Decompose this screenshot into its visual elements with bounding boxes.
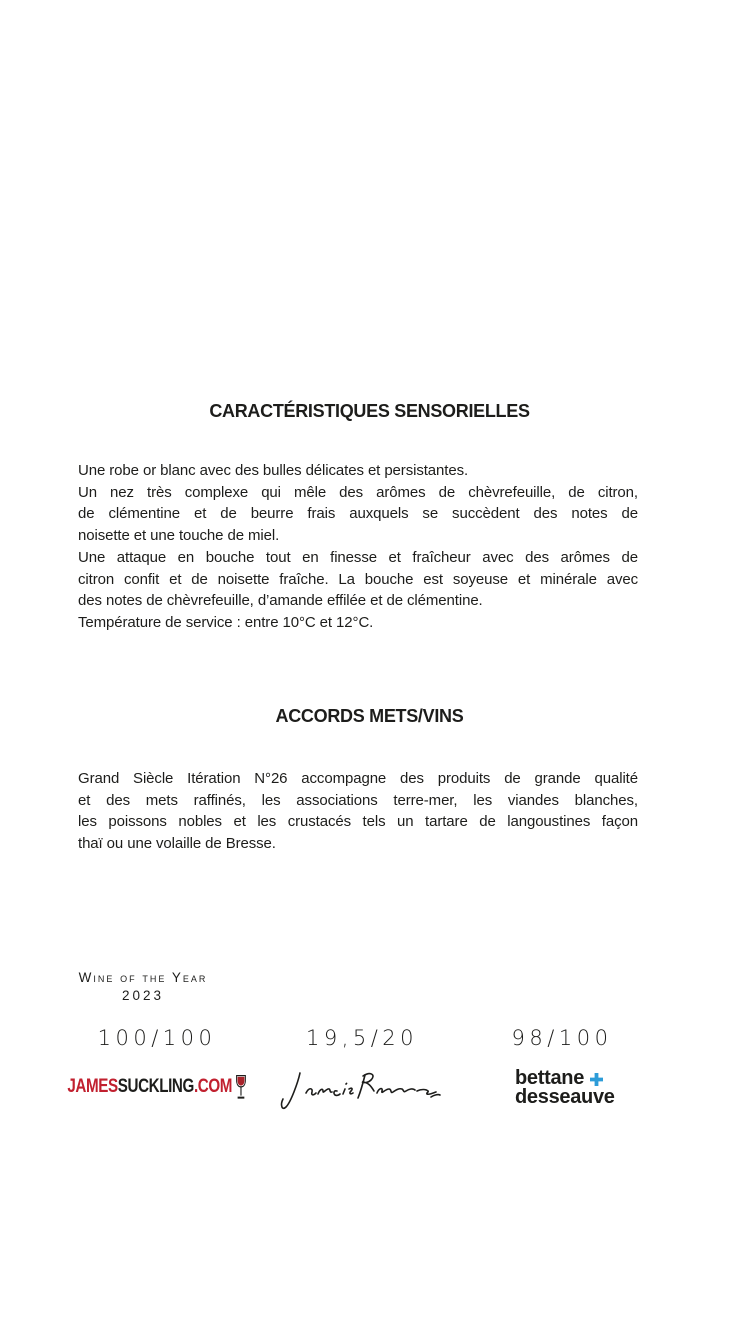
text-line: Un nez très complexe qui mêle des arômes de chèvrefeuille, de citron,	[78, 483, 638, 501]
score-jancis-robinson: 19,5/20	[305, 1026, 419, 1050]
bettane-desseauve-logo	[515, 1069, 615, 1107]
section-heading-food-pairings: ACCORDS METS/VINS	[275, 706, 464, 726]
score-bettane-desseauve: 98/100	[511, 1026, 613, 1050]
text-line: des notes de chèvrefeuille, d’amande effilée et de clémentine.	[78, 592, 483, 610]
food-pairings-paragraph	[78, 768, 638, 855]
james-suckling-logo-james: JAMES	[67, 1076, 118, 1097]
wine-of-the-year-year: 2023	[121, 987, 165, 1003]
wine-glass-icon	[235, 1074, 246, 1100]
text-line: citron confit et de noisette fraîche. La bouche est soyeuse et minérale avec	[78, 570, 638, 588]
text-line: de clémentine et de beurre frais auxquels se succèdent des notes de	[78, 505, 638, 523]
text-line: Une robe or blanc avec des bulles délicates et persistantes.	[78, 462, 469, 479]
text-line: thaï ou une volaille de Bresse.	[78, 835, 276, 853]
text-line: Grand Siècle Itération N°26 accompagne des produits de grande qualité	[78, 770, 638, 787]
score-james-suckling: 100/100	[97, 1026, 217, 1050]
wine-of-the-year-label: Wine of the Year	[78, 970, 208, 985]
text-line: les poissons nobles et les crustacés tels un tartare de langoustines façon	[78, 813, 638, 831]
desseauve-word: desseauve	[515, 1086, 615, 1108]
bettane-word: bettane	[515, 1067, 585, 1089]
wine-of-the-year-title	[43, 969, 243, 1004]
text-line: Température de service : entre 10°C et 12°C.	[78, 613, 374, 631]
jancis-robinson-signature	[279, 1063, 445, 1115]
text-line: Une attaque en bouche tout en finesse et fraîcheur avec des arômes de	[78, 548, 638, 566]
sensory-characteristics-paragraph	[78, 460, 638, 634]
text-line: et des mets raffinés, les associations terre-mer, les viandes blanches,	[78, 791, 638, 809]
james-suckling-logo-com: .COM	[194, 1076, 233, 1097]
james-suckling-logo	[57, 1072, 257, 1102]
james-suckling-logo-suckling: SUCKLING	[117, 1076, 195, 1097]
section-heading-sensory-characteristics: CARACTÉRISTIQUES SENSORIELLES	[209, 401, 530, 421]
text-line: noisette et une touche de miel.	[78, 527, 280, 545]
plus-icon	[590, 1073, 603, 1086]
